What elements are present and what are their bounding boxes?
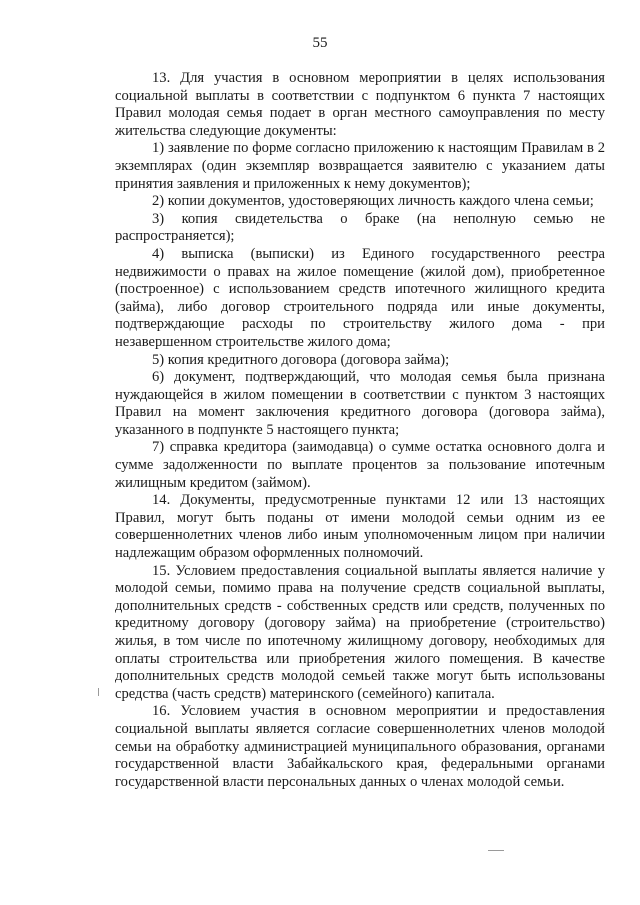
paragraph-16: 16. Условием участия в основном мероприятии и предоставления социальной выплаты является согласие совершеннолетних членов молодой семьи на обработку администрацией муниципального образования, органами государственной власти Забайкальского края, федеральными органами государственной власти персональных данных о членах молодой семьи. — [115, 703, 605, 790]
document-body — [115, 70, 605, 791]
paragraph-14: 14. Документы, предусмотренные пунктами 12 или 13 настоящих Правил, могут быть поданы от имени молодой семьи одним из ее совершеннолетних членов либо иным уполномоченным лицом при наличии надлежащим образом оформленных полномочий. — [115, 492, 605, 562]
page-number: 55 — [312, 35, 328, 51]
item-4-registry-extract: 4) выписка (выписки) из Единого государственного реестра недвижимости о правах на жилое помещение (жилой дом), приобретенное (построенное) с использованием средств ипотечного жилищного кредита (займа), либо договор строительного подряда или иные документы, подтверждающие расходы по строительству жилого дома - при незавершенном строительстве жилого дома; — [115, 245, 605, 350]
item-7-creditor-certificate: 7) справка кредитора (заимодавца) о сумме остатка основного долга и сумме задолженности по выплате процентов за пользование ипотечным жилищным кредитом (займом). — [115, 439, 605, 491]
item-1-application: 1) заявление по форме согласно приложению к настоящим Правилам в 2 экземплярах (один экземпляр возвращается заявителю с указанием даты принятия заявления и приложенных к нему документов); — [115, 140, 605, 192]
item-6-need-confirmation: 6) документ, подтверждающий, что молодая семья была признана нуждающейся в жилом помещении в соответствии с пунктом 3 настоящих Правил на момент заключения кредитного договора (договора займа), указанного в подпункте 5 настоящего пункта; — [115, 369, 605, 438]
scan-artifact-bottom — [488, 850, 504, 851]
paragraph-15: 15. Условием предоставления социальной выплаты является наличие у молодой семьи, помимо права на получение средств социальной выплаты, дополнительных средств - собственных средств или средств, полученных по кредитному договору (договору займа) на приобретение (строительство) жилья, в том числе по ипотечному жилищному договору, необходимых для оплаты строительства или приобретения жилого помещения. В качестве дополнительных средств молодой семьей также могут быть использованы средства (часть средств) материнского (семейного) капитала. — [115, 562, 605, 702]
paragraph-13: 13. Для участия в основном мероприятии в целях использования социальной выплаты в соответствии с подпунктом 6 пункта 7 настоящих Правил молодая семья подает в орган местного самоуправления по месту жительства следующие документы: — [115, 70, 605, 139]
item-5-credit-agreement: 5) копия кредитного договора (договора займа); — [152, 351, 450, 368]
item-2-identity-documents: 2) копии документов, удостоверяющих личность каждого члена семьи; — [152, 193, 594, 210]
item-3-marriage-certificate: 3) копия свидетельства о браке (на неполную семью не распространяется); — [115, 210, 605, 245]
scan-artifact-left — [98, 688, 99, 696]
